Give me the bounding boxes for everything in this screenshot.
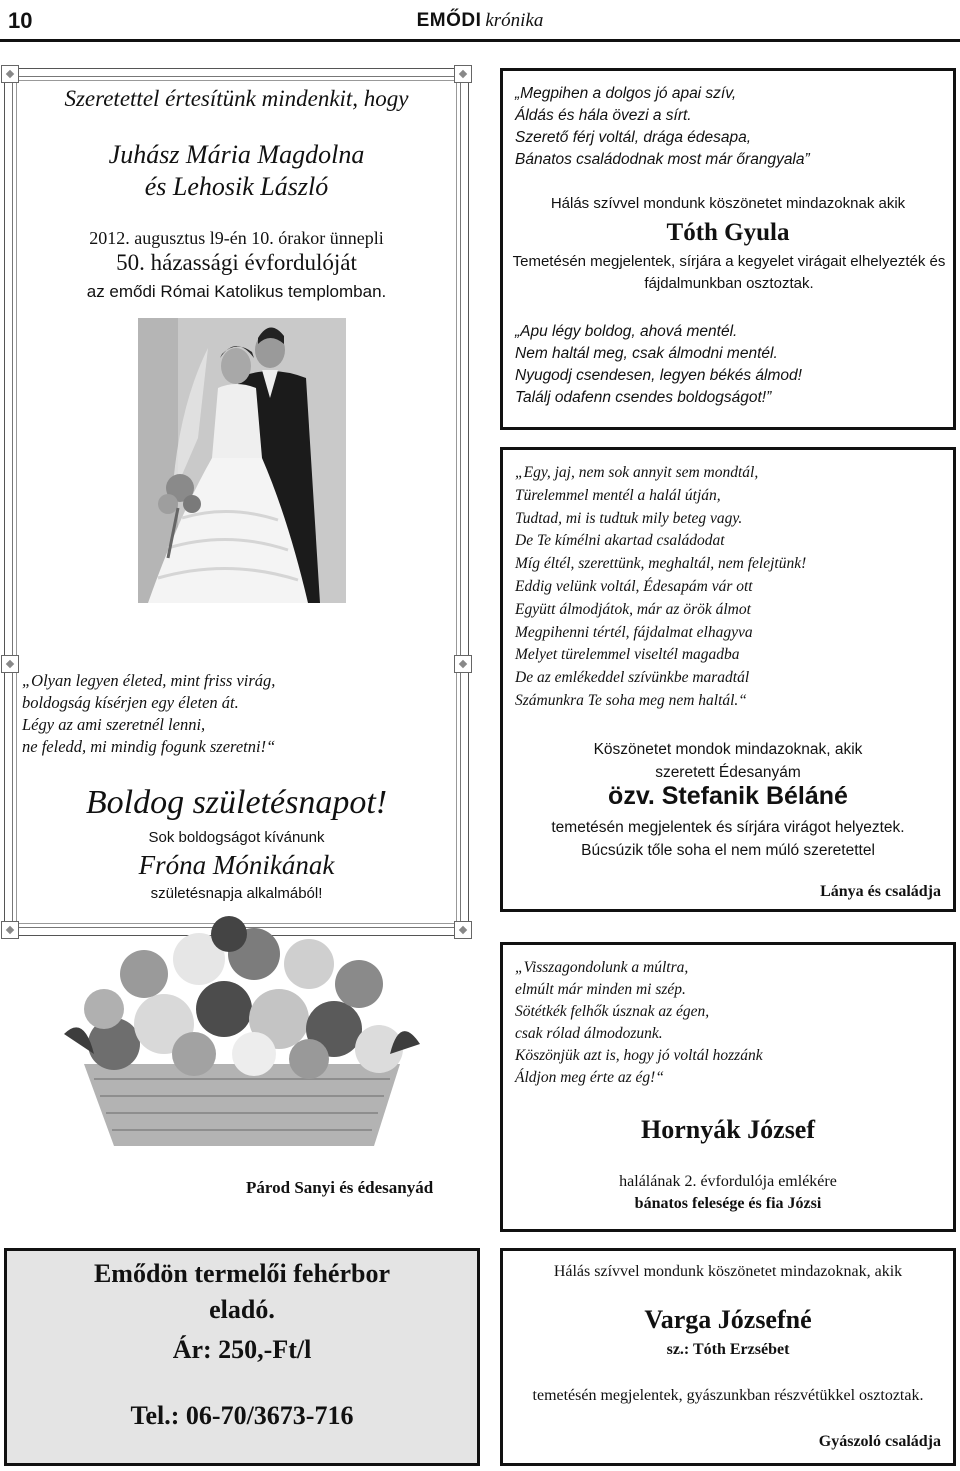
thanks-line: Hálás szívvel mondunk köszönetet mindazoknak, akik [553, 1263, 903, 1280]
anniversary-date: 2012. augusztus l9-én 10. órakor ünnepli [89, 228, 384, 248]
memorial-occasion: halálának 2. évfordulója emlékére [619, 1173, 837, 1190]
obituary-stefanik [500, 447, 956, 912]
wedding-photo [138, 318, 346, 603]
frame-corner-ornament [454, 65, 472, 83]
signature: Gyászoló családja [818, 1433, 941, 1450]
anniversary-name-1: Juhász Mária Magdolna [108, 140, 365, 169]
frame-corner-ornament [454, 655, 472, 673]
poem: „Egy, jaj, nem sok annyit sem mondtál, Türelemmel mentél a halál útján, Tudtad, mi is tudtuk mily beteg vagy. De Te kímélni akartad családodat Míg éltél, szerettünk, meghaltál, nem felejtünk! Eddig velünk voltál, Édesapám vár ott Együtt álmodjátok, már az örök álmot Megpihenni tértél, fájdalmat elhagyva Melyet türelemmel viseltél magadba De az emlékeddel szívünkbe maradtál Számunkra Te soha meg nem haltál.“ [515, 464, 807, 709]
anniversary-place: az emődi Római Katolikus templomban. [86, 282, 387, 301]
birthday-wish: Sok boldogságot kívánunk [148, 829, 325, 846]
brand-italic: krónika [485, 10, 544, 31]
ad-phone: Tel.: 06-70/3673-716 [130, 1401, 354, 1430]
anniversary-event: 50. házassági évfordulóját [116, 250, 357, 275]
deceased-name: özv. Stefanik Béláné [608, 782, 848, 810]
anniversary-intro: Szeretettel értesítünk mindenkit, hogy [64, 86, 409, 111]
poem: „Visszagondolunk a múltra, elmúlt már minden mi szép. Sötétkék felhők úsznak az égen, csak rólad álmodozunk. Köszönjük azt is, hogy jó voltál hozzánk Áldjon meg érte az ég!“ [515, 959, 763, 1086]
thanks-lines: Köszönetet mondok mindazoknak, akik szeretett Édesanyám [593, 741, 863, 781]
frame-corner-ornament [1, 65, 19, 83]
birthday-title: Boldog születésnapot! [85, 784, 388, 821]
brand-bold: EMŐDI [416, 10, 482, 31]
memorial-hornyak [500, 942, 956, 1232]
signature: Lánya és családja [820, 883, 941, 900]
obituary-varga [500, 1248, 956, 1466]
ad-line-1: Emődön termelői fehérbor [93, 1259, 391, 1288]
flower-basket-image [44, 914, 440, 1154]
thanks-description: temetésén megjelentek és sírjára virágot helyeztek. Búcsúzik tőle soha el nem múló szeretettel [551, 819, 905, 859]
thanks-line: Hálás szívvel mondunk köszönetet mindazoknak akik [550, 195, 906, 212]
wine-advertisement [4, 1248, 480, 1466]
birthday-name: Fróna Mónikának [138, 850, 335, 880]
deceased-name: Varga Józsefné [644, 1305, 812, 1334]
header-rule [0, 39, 960, 42]
anniversary-name-2: és Lehosik László [144, 172, 329, 201]
obituary-toth-gyula [500, 68, 956, 430]
birthday-occasion: születésnapja alkalmából! [150, 885, 323, 902]
frame-corner-ornament [454, 921, 472, 939]
frame-corner-ornament [1, 921, 19, 939]
deceased-name: Hornyák József [640, 1115, 816, 1144]
page-number: 10 [8, 8, 33, 33]
birthday-signature: Párod Sanyi és édesanyád [246, 1178, 434, 1197]
thanks-description: temetésén megjelentek, gyászunkban részvétükkel osztoztak. [532, 1387, 924, 1404]
deceased-name: Tóth Gyula [666, 219, 790, 246]
ad-price: Ár: 250,-Ft/l [172, 1335, 312, 1364]
birthday-poem: „Olyan legyen életed, mint friss virág, boldogság kísérjen egy életen át. Légy az ami szeretnél lenni, ne feledd, mi mindig fogunk szeretni!“ [22, 671, 276, 756]
frame-corner-ornament [1, 655, 19, 673]
maiden-name: sz.: Tóth Erzsébet [666, 1341, 790, 1358]
poem-bottom: „Apu légy boldog, ahová mentél. Nem haltál meg, csak álmodni mentél. Nyugodj csendesen, legyen békés álmod! Találj odafenn csendes boldogságot!” [515, 323, 802, 406]
poem-top: „Megpihen a dolgos jó apai szív, Áldás és hála övezi a sírt. Szerető férj voltál, drága édesapa, Bánatos családodnak most már őrangyala” [515, 85, 810, 168]
wedding-couple-image [138, 318, 346, 603]
thanks-description: Temetésén megjelentek, sírjára a kegyelet virágait elhelyezték és fájdalmunkban osztoztak. [512, 253, 946, 292]
page-header [0, 0, 960, 44]
memorial-signature: bánatos felesége és fia Józsi [634, 1195, 822, 1212]
ad-line-2: eladó. [209, 1295, 275, 1324]
publication-title [0, 10, 960, 32]
